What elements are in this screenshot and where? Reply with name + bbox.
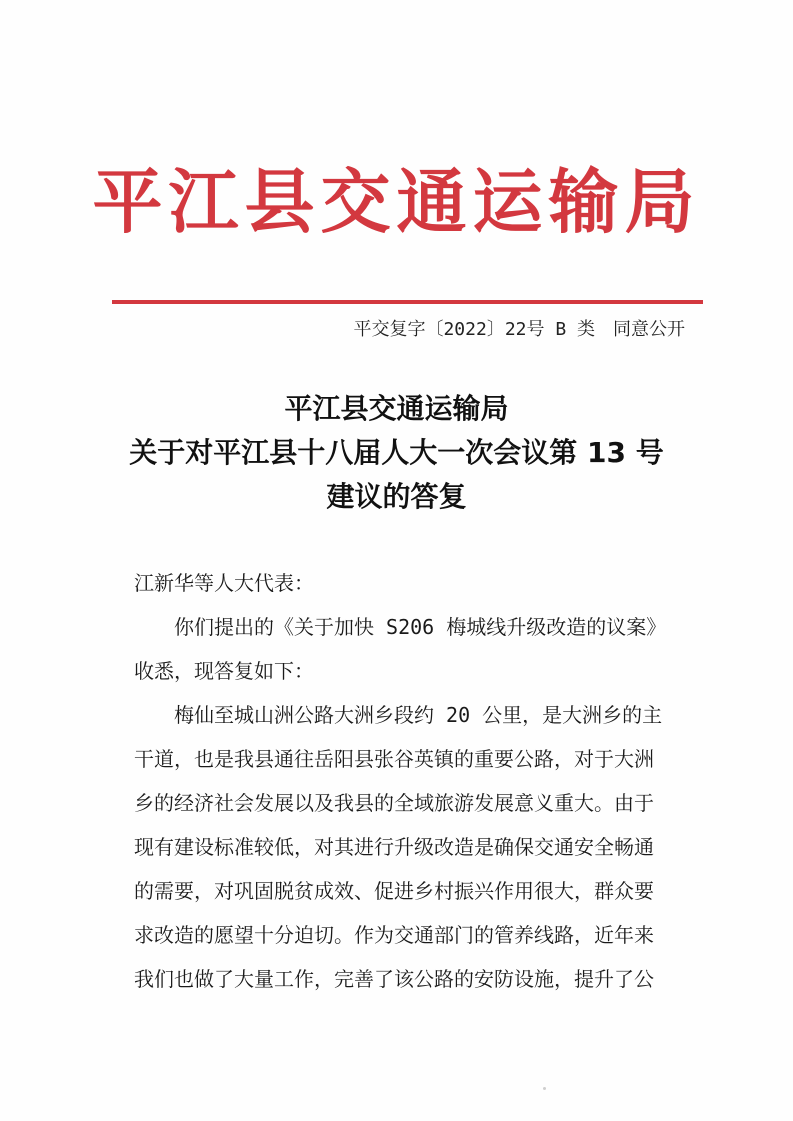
paragraph-1-line-1: 你们提出的《关于加快 S206 梅城线升级改造的议案》 xyxy=(174,615,667,639)
paragraph-2-line-5: 的需要，对巩固脱贫成效、促进乡村振兴作用很大，群众要 xyxy=(134,879,654,903)
title-line-3: 建议的答复 xyxy=(326,480,467,513)
document-number: 平交复字〔2022〕22号 B 类 同意公开 xyxy=(353,319,685,340)
document-body xyxy=(134,561,694,1001)
title-line-1: 平江县交通运输局 xyxy=(284,392,509,425)
red-divider-line xyxy=(112,300,703,304)
agency-header: 平江县交通运输局 xyxy=(92,160,701,243)
title-line-2: 关于对平江县十八届人大一次会议第 13 号 xyxy=(129,436,664,469)
salutation: 江新华等人大代表： xyxy=(134,571,314,595)
document-title xyxy=(0,387,793,519)
paragraph-2-line-2: 干道，也是我县通往岳阳县张谷英镇的重要公路，对于大洲 xyxy=(134,747,654,771)
scan-speck xyxy=(543,1087,546,1090)
paragraph-2-line-6: 求改造的愿望十分迫切。作为交通部门的管养线路，近年来 xyxy=(134,923,654,947)
paragraph-2-line-3: 乡的经济社会发展以及我县的全域旅游发展意义重大。由于 xyxy=(134,791,654,815)
paragraph-2-line-1: 梅仙至城山洲公路大洲乡段约 20 公里，是大洲乡的主 xyxy=(174,703,663,727)
paragraph-2-line-4: 现有建设标准较低，对其进行升级改造是确保交通安全畅通 xyxy=(134,835,654,859)
paragraph-1-line-2: 收悉，现答复如下： xyxy=(134,659,314,683)
paragraph-2-line-7: 我们也做了大量工作，完善了该公路的安防设施，提升了公 xyxy=(134,967,654,991)
